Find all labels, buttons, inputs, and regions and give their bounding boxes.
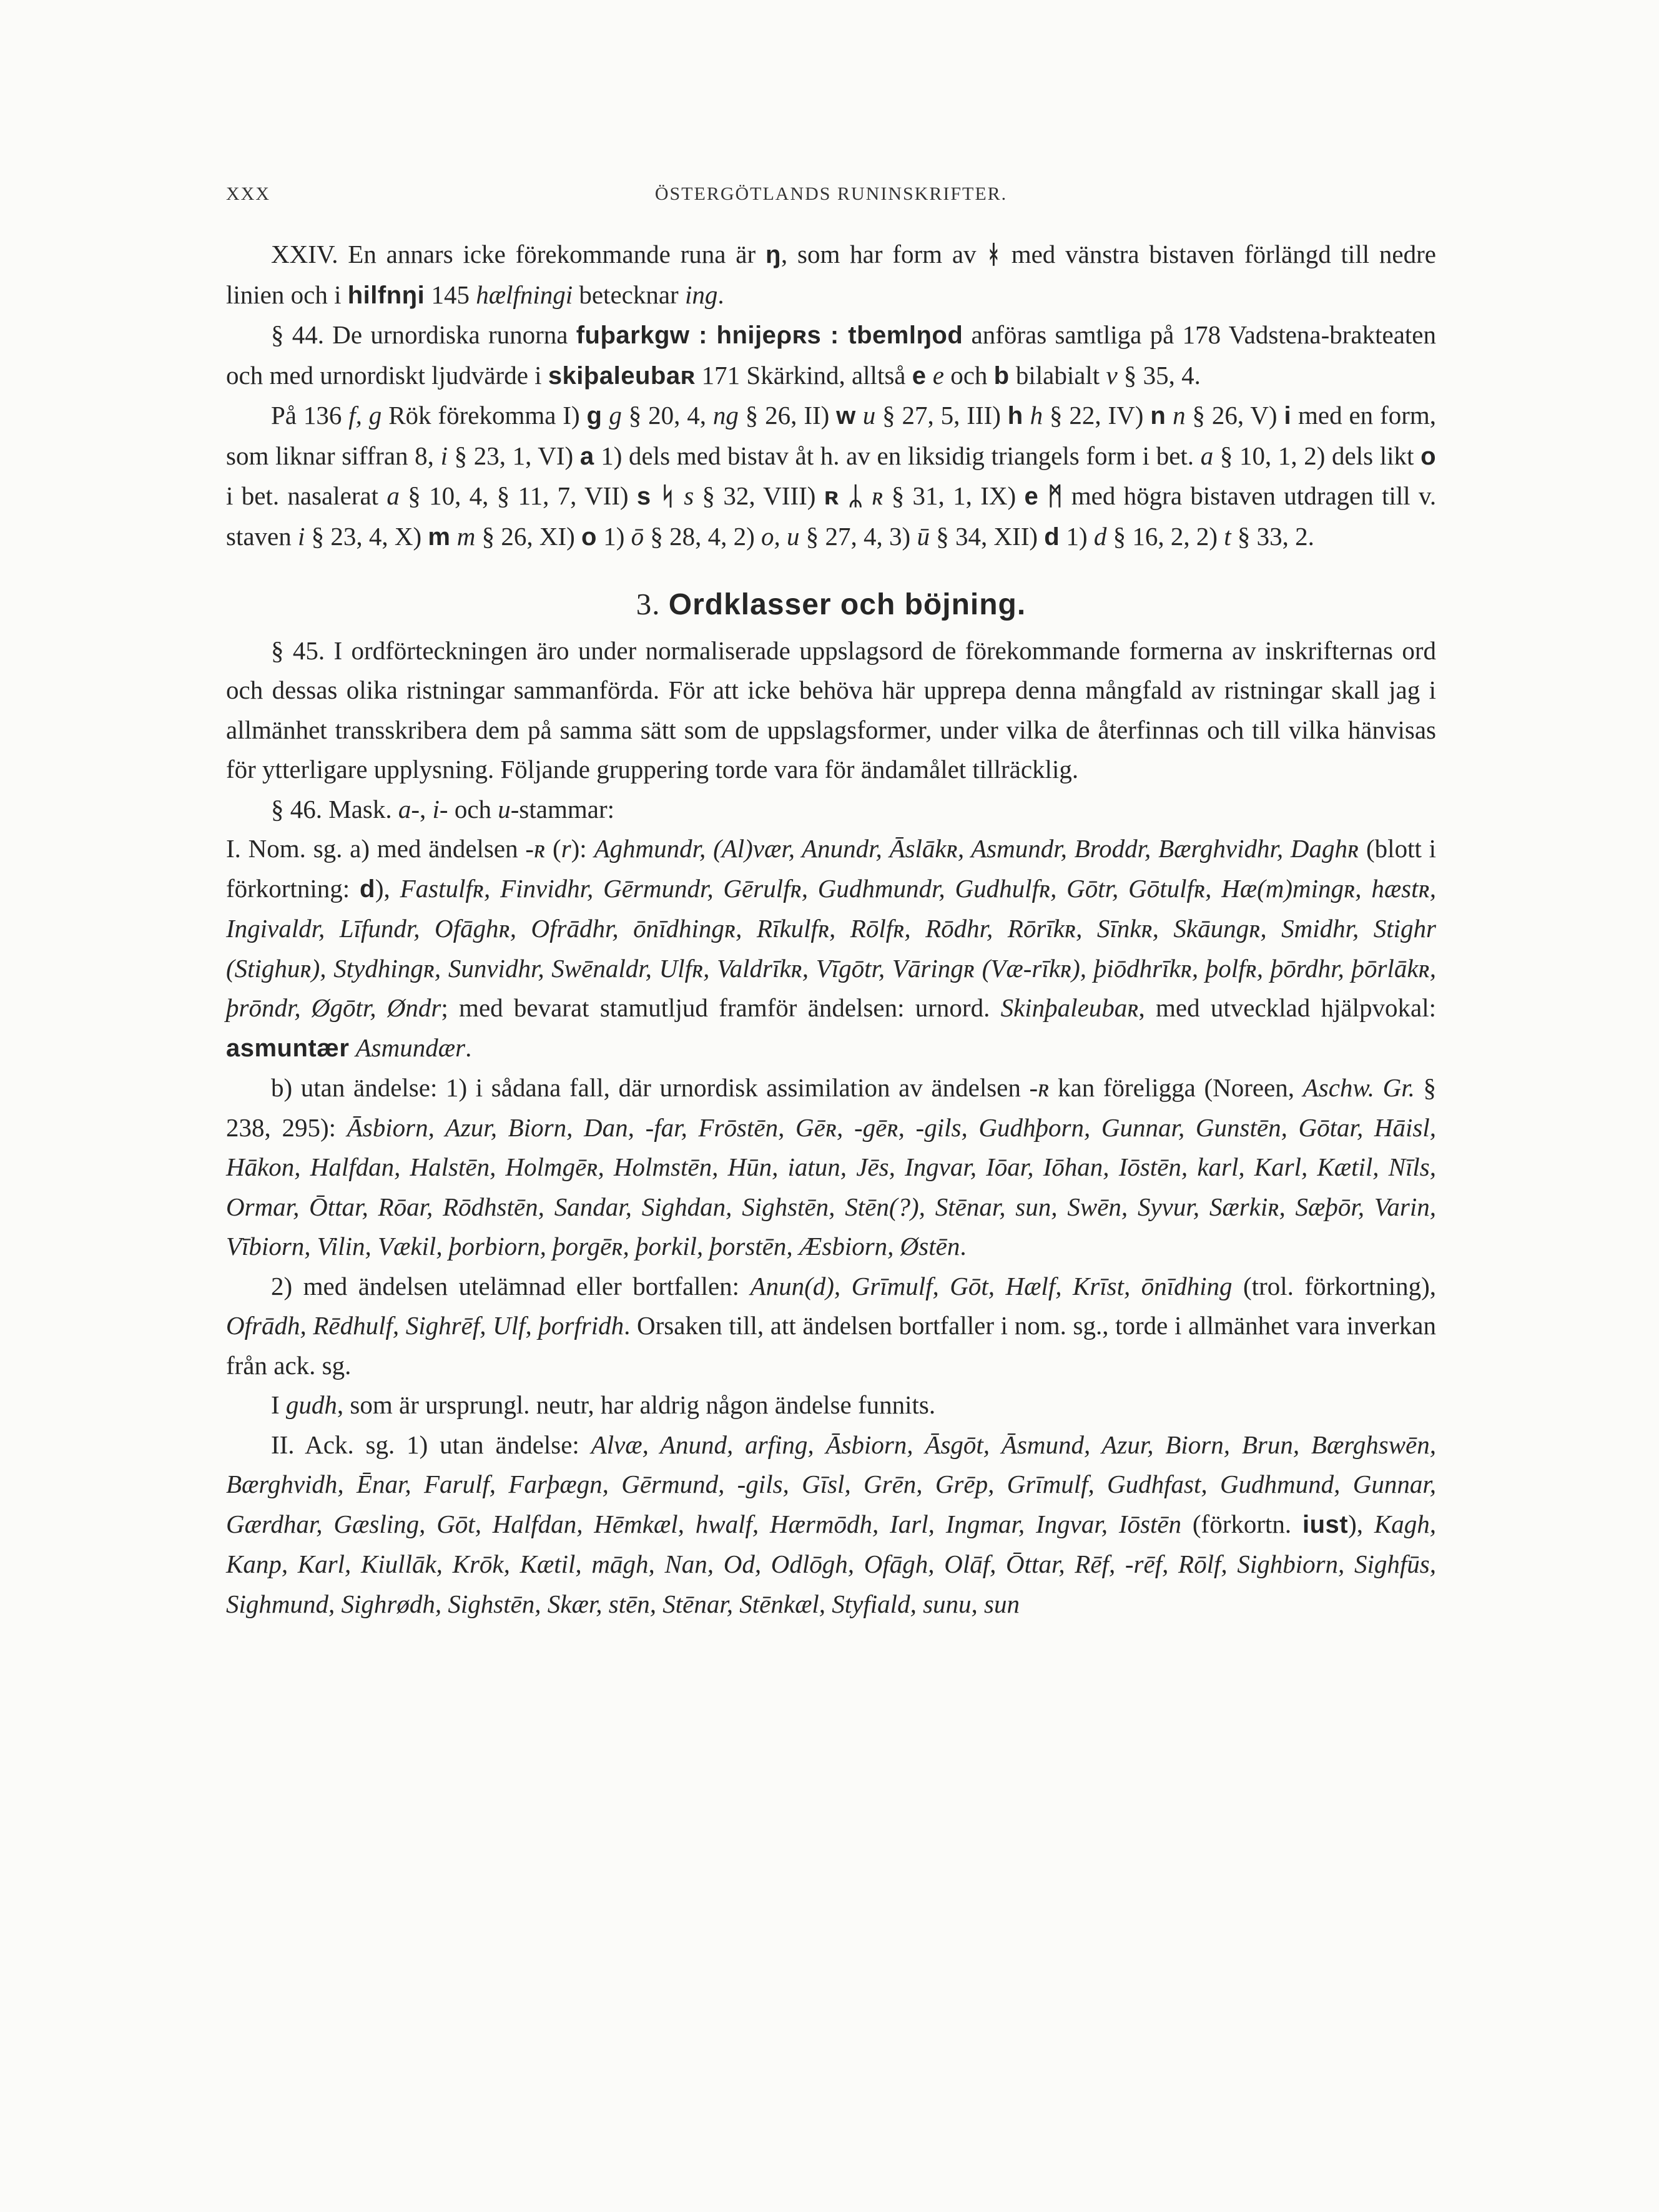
italic-term: Āsbiorn, Azur, Biorn, Dan, -far, Frōstēn, Gēʀ, -gēʀ, -gils, Gudhþorn, Gunnar, Gunstēn, Gōtar, Hāisl, Hākon, Halfdan, Halstēn, Holmgēʀ, Holmstēn, Hūn, iatun, Jēs, Ingvar, Iōar, Iōhan, Iōstēn, karl, Karl, Kætil, Nīls, Ormar, Ōttar, Rōar, Rōdhstēn, Sandar, Sighdan, Sighstēn, Stēn(?), Stēnar, sun, Swēn, Syvur, Særkiʀ, Sæþōr, Varin, Vībiorn, Vilin, Vækil, þorbiorn, þorgēʀ, þorkil, þorstēn, Æsbiorn, Østēn xyxy=(226,1113,1437,1261)
rune-transliteration: o xyxy=(1420,442,1436,470)
rune-transliteration: asmuntær xyxy=(226,1034,350,1062)
italic-term: Aghmundr, (Al)vær, Anundr, Āslākʀ, Asmundr, Broddr, Bærghvidhr, Daghʀ xyxy=(594,834,1359,863)
italic-term: r xyxy=(561,834,571,863)
page-number: XXX xyxy=(226,184,270,204)
text-run: § 32, VIII) xyxy=(694,481,824,510)
text-run: ( xyxy=(545,834,561,863)
text-run xyxy=(349,1033,355,1062)
text-run: § 28, 4, 2) xyxy=(644,521,762,551)
text-run: § 27, 4, 3) xyxy=(799,521,917,551)
rune-transliteration: hilfnŋi xyxy=(347,281,425,309)
text-run: . xyxy=(465,1033,472,1062)
italic-term: f, g xyxy=(348,401,382,430)
text-run: 1) xyxy=(596,521,631,551)
italic-term: m xyxy=(456,521,476,551)
italic-term: Asmundær xyxy=(355,1033,466,1062)
text-run: På 136 xyxy=(271,401,349,430)
text-run: 2) med ändelsen utelämnad eller bortfallen: xyxy=(271,1271,751,1300)
rune-transliteration: e xyxy=(912,361,927,390)
italic-term: s xyxy=(684,481,694,510)
italic-term: o, u xyxy=(761,521,800,551)
rune-transliteration: e ᛗ xyxy=(1024,483,1063,510)
text-run: § 10, 4, § 11, 7, VII) xyxy=(399,481,637,510)
rune-transliteration: s ᛋ xyxy=(636,483,676,510)
italic-term: a xyxy=(1200,441,1214,470)
paragraph-xxiv xyxy=(226,235,1436,315)
italic-term: v xyxy=(1106,360,1118,390)
italic-term: i xyxy=(432,794,440,823)
text-run: ): xyxy=(571,834,594,863)
section-heading xyxy=(226,584,1436,625)
rune-transliteration: b xyxy=(993,361,1010,390)
italic-term: Aschw. Gr. xyxy=(1302,1073,1415,1102)
text-run: § 46. Mask. xyxy=(271,794,398,823)
text-run: . xyxy=(960,1232,967,1261)
text-run: b) utan ändelse: 1) i sådana fall, där urnordisk assimilation av ändelsen - xyxy=(271,1073,1038,1102)
text-run: (trol. förkortning), xyxy=(1232,1271,1437,1300)
text-run: § 27, 5, III) xyxy=(875,401,1008,430)
text-run xyxy=(676,481,684,510)
italic-term: Kagh, Kanp, Karl, Kiullāk, Krōk, Kætil, māgh, Nan, Od, Odlōgh, Ofāgh, Olāf, Ōttar, Rēf, -rēf, Rōlf, Sighbiorn, Sighfūs, Sighmund, Sighrødh, Sighstēn, Skær, stēn, Stēnar, Stēnkæl, Styfiald, sunu, sun xyxy=(226,1509,1436,1618)
rune-transliteration: ᚼ xyxy=(986,241,1002,268)
text-run xyxy=(1166,401,1173,430)
rune-transliteration: g xyxy=(586,402,603,430)
text-run: I. Nom. sg. a) med ändelsen - xyxy=(226,834,534,863)
paragraph-rok xyxy=(226,396,1436,557)
text-run: , som är ursprungl. neutr, har aldrig någon ändelse funnits. xyxy=(337,1390,936,1419)
text-run: betecknar xyxy=(573,280,685,309)
page-header xyxy=(226,184,1436,215)
text-run xyxy=(856,401,863,430)
text-run: § 10, 1, 2) dels likt xyxy=(1213,441,1421,470)
rune-transliteration: n xyxy=(1150,402,1166,430)
rune-transliteration: w xyxy=(836,402,856,430)
rune-transliteration: ʀ ᛦ xyxy=(824,483,864,510)
italic-term: u xyxy=(498,794,511,823)
italic-term: a xyxy=(386,481,400,510)
italic-term: i xyxy=(298,521,305,551)
rune-transliteration: ŋ xyxy=(765,241,781,268)
paragraph-nom-sg-a xyxy=(226,829,1436,1068)
running-title: ÖSTERGÖTLANDS RUNINSKRIFTER. xyxy=(654,184,1008,204)
text-run: § 35, 4. xyxy=(1117,360,1201,390)
text-run: ), xyxy=(375,873,400,903)
section-title: Ordklasser och böjning. xyxy=(668,588,1026,621)
italic-term: Skinþaleubaʀ xyxy=(1000,993,1139,1022)
italic-term: n xyxy=(1173,401,1186,430)
italic-term: ʀ xyxy=(1038,1073,1050,1102)
italic-term: Fastulfʀ, Finvidhr, Gērmundr, Gērulfʀ, Gudhmundr, Gudhulfʀ, Gōtr, Gōtulfʀ, Hæ(m)mingʀ, hæstʀ, Ingivaldr, Līfundr, Ofāghʀ, Ofrādhr, ōnīdhingʀ, Rīkulfʀ, Rōlfʀ, Rōdhr, Rōrīkʀ, Sīnkʀ, Skāungʀ, Smidhr, Stighr (Stighuʀ), Stydhingʀ, Sunvidhr, Swēnaldr, Ulfʀ, Valdrīkʀ, Vīgōtr, Vāringʀ (Væ-rīkʀ), þiōdhrīkʀ, þolfʀ, þōrdhr, þōrlākʀ, þrōndr, Øgōtr, Øndr xyxy=(226,873,1436,1022)
text-run: . Orsaken till, att ändelsen bortfaller i nom. sg., torde i allmänhet vara inverkan från ack. sg. xyxy=(226,1311,1437,1380)
text-run: ; med bevarat stamutljud framför ändelsen: urnord. xyxy=(441,993,1001,1022)
italic-term: ng xyxy=(712,401,739,430)
rune-transliteration: i xyxy=(1284,402,1292,430)
text-run: (blott i förkortning: xyxy=(226,834,1437,903)
paragraph-nom-sg-b xyxy=(226,1068,1436,1267)
text-run: § 33, 2. xyxy=(1231,521,1314,551)
italic-term: a xyxy=(398,794,411,823)
rune-transliteration: d xyxy=(359,875,375,903)
text-run: -stammar: xyxy=(510,794,615,823)
text-run: ), xyxy=(1348,1509,1374,1538)
italic-term: Ofrādh, Rēdhulf, Sighrēf, Ulf, þorfridh xyxy=(226,1311,624,1340)
italic-term: t xyxy=(1224,521,1231,551)
text-run: I xyxy=(271,1390,286,1419)
paragraph-45 xyxy=(226,631,1436,790)
text-run: -, xyxy=(411,794,433,823)
italic-term: Alvæ, Anund, arfing, Āsbiorn, Āsgōt, Āsmund, Azur, Biorn, Brun, Bærghswēn, Bærghvidh, Ēnar, Farulf, Farþægn, Gērmund, -gils, Gīsl, Grēn, Grēp, Grīmulf, Gudhfast, Gudhmund, Gunnar, Gærdhar, Gæsling, Gōt, Halfdan, Hēmkæl, hwalf, Hærmōdh, Iarl, Ingmar, Ingvar, Iōstēn xyxy=(226,1430,1436,1538)
text-run: med en form, som liknar siffran 8, xyxy=(226,401,1436,470)
text-run: § 16, 2, 2) xyxy=(1106,521,1224,551)
italic-term: d xyxy=(1093,521,1107,551)
text-run: i bet. nasalerat xyxy=(226,481,387,510)
text-run: § 44. De urnordiska runorna xyxy=(271,320,576,349)
italic-term: ū xyxy=(917,521,930,551)
text-run: 145 xyxy=(425,280,476,309)
text-run: § 22, IV) xyxy=(1043,401,1151,430)
rune-transliteration: m xyxy=(428,523,451,551)
text-run: § 238, 295): xyxy=(226,1073,1437,1142)
italic-term: g xyxy=(609,401,622,430)
text-run: § 45. I ordförteckningen äro under normaliserade uppslagsord de förekommande formerna av inskrifternas ord och dessas olika ristningar sammanförda. För att icke behöva här upprepa denna mångfald av ristningar skall jag i allmänhet transskribera dem på samma sätt som de uppslagsformer, under vilka de återfinnas och till vilka hänvisas för ytterligare upplysning. Följande gruppering torde vara för ändamålet tillräcklig. xyxy=(226,636,1436,784)
text-run: , som har form av xyxy=(780,240,987,268)
text-run: . xyxy=(717,280,724,309)
text-run: med vänstra bistaven förlängd till nedre linien och i xyxy=(226,240,1436,309)
text-run: XXIV. En annars icke förekommande runa är xyxy=(271,240,766,268)
text-run: 1) xyxy=(1060,521,1094,551)
paragraph-44 xyxy=(226,315,1436,396)
text-run xyxy=(451,522,457,551)
rune-transliteration: h xyxy=(1007,402,1023,430)
rune-transliteration: skiþaleubaʀ xyxy=(548,361,696,390)
text-run: kan föreligga (Noreen, xyxy=(1049,1073,1303,1102)
text-run: - och xyxy=(439,794,498,823)
text-run: och xyxy=(943,360,994,390)
text-run: bilabialt xyxy=(1009,360,1106,390)
rune-transliteration: o xyxy=(581,523,597,551)
paragraph-nom-sg-2 xyxy=(226,1267,1436,1386)
text-run: Rök förekomma I) xyxy=(382,401,587,430)
rune-transliteration: a xyxy=(579,442,594,470)
text-run: § 20, 4, xyxy=(621,401,713,430)
italic-term: hælfningi xyxy=(476,280,573,309)
text-run: anföras samtliga på 178 Vadstena-brakteaten och med urnordiskt ljudvärde i xyxy=(226,320,1436,390)
text-run xyxy=(864,481,872,510)
text-run: (förkortn. xyxy=(1181,1509,1302,1538)
rune-transliteration: iust xyxy=(1302,1510,1349,1538)
text-run xyxy=(602,401,609,430)
text-run: § 34, XII) xyxy=(929,521,1045,551)
italic-term: i xyxy=(440,441,448,470)
text-run: § 23, 4, X) xyxy=(305,521,428,551)
italic-term: Anun(d), Grīmulf, Gōt, Hælf, Krīst, ōnīdhing xyxy=(750,1271,1233,1300)
text-run: 171 Skärkind, alltså xyxy=(695,360,912,390)
text-run: § 26, II) xyxy=(738,401,837,430)
text-run xyxy=(927,361,933,390)
text-run: II. Ack. sg. 1) utan ändelse: xyxy=(271,1430,591,1459)
paragraph-46 xyxy=(226,790,1436,830)
text-run: 1) dels med bistav åt h. av en liksidig triangels form i bet. xyxy=(594,441,1201,470)
rune-transliteration: d xyxy=(1044,523,1060,551)
italic-term: ing xyxy=(684,280,718,309)
italic-term: h xyxy=(1030,401,1043,430)
italic-term: e xyxy=(932,360,944,390)
italic-term: u xyxy=(862,401,876,430)
text-run: § 23, 1, VI) xyxy=(447,441,580,470)
paragraph-ack-sg xyxy=(226,1425,1436,1625)
text-run: med högra bistaven utdragen till v. staven xyxy=(226,481,1437,551)
rune-transliteration: fuþarkgw : hnijeρʀs : tbemlŋod xyxy=(576,322,963,349)
text-run: , med utvecklad hjälpvokal: xyxy=(1138,993,1436,1022)
section-number: 3. xyxy=(636,587,661,621)
italic-term: ʀ xyxy=(534,834,546,863)
italic-term: ō xyxy=(631,521,644,551)
text-run xyxy=(1023,401,1030,430)
text-run: § 26, V) xyxy=(1185,401,1284,430)
italic-term: ʀ xyxy=(872,481,884,510)
paragraph-gudh xyxy=(226,1385,1436,1425)
text-run: § 26, XI) xyxy=(475,521,582,551)
page-body xyxy=(226,235,1436,1624)
text-run: § 31, 1, IX) xyxy=(883,481,1025,510)
italic-term: gudh xyxy=(285,1390,337,1419)
